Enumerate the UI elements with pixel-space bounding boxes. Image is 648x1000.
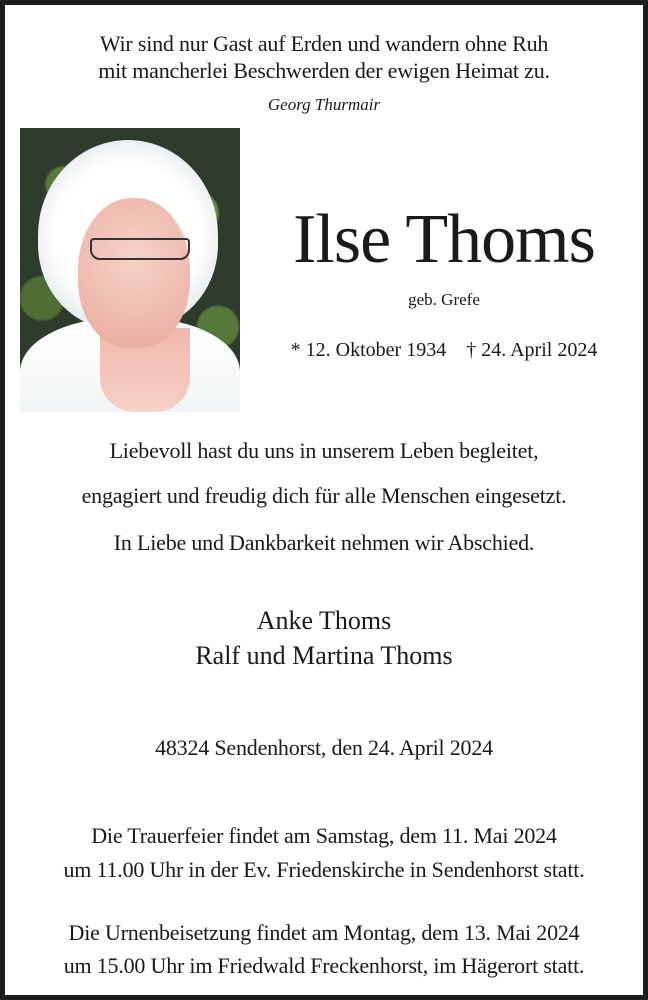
portrait-photo: [20, 128, 240, 412]
death-date: † 24. April 2024: [466, 339, 598, 361]
born-name: geb. Grefe: [408, 290, 480, 309]
deceased-name: Ilse Thoms: [293, 201, 595, 278]
motto-author: Georg Thurmair: [267, 95, 381, 114]
birth-date: * 12. Oktober 1934: [290, 339, 447, 361]
mourner-2: Ralf und Martina Thoms: [195, 641, 453, 670]
funeral-line-1: Die Trauerfeier findet am Samstag, dem 11. Mai 2024: [91, 823, 557, 848]
motto-line-2: mit mancherlei Beschwerden der ewigen Heimat zu.: [98, 58, 550, 83]
motto-line-1: Wir sind nur Gast auf Erden und wandern ohne Ruh: [99, 31, 549, 56]
place-date: 48324 Sendenhorst, den 24. April 2024: [155, 735, 493, 760]
funeral-line-2: um 11.00 Uhr in der Ev. Friedenskirche in Sendenhorst statt.: [63, 857, 585, 882]
burial-line-2: um 15.00 Uhr im Friedwald Freckenhorst, im Hägerort statt.: [63, 953, 585, 978]
tribute-line-2: engagiert und freudig dich für alle Menschen eingesetzt.: [81, 483, 567, 508]
burial-line-1: Die Urnenbeisetzung findet am Montag, dem 13. Mai 2024: [68, 920, 580, 945]
mourner-1: Anke Thoms: [256, 606, 392, 635]
tribute-line-3: In Liebe und Dankbarkeit nehmen wir Abschied.: [113, 530, 535, 555]
tribute-line-1: Liebevoll hast du uns in unserem Leben begleitet,: [109, 438, 539, 463]
